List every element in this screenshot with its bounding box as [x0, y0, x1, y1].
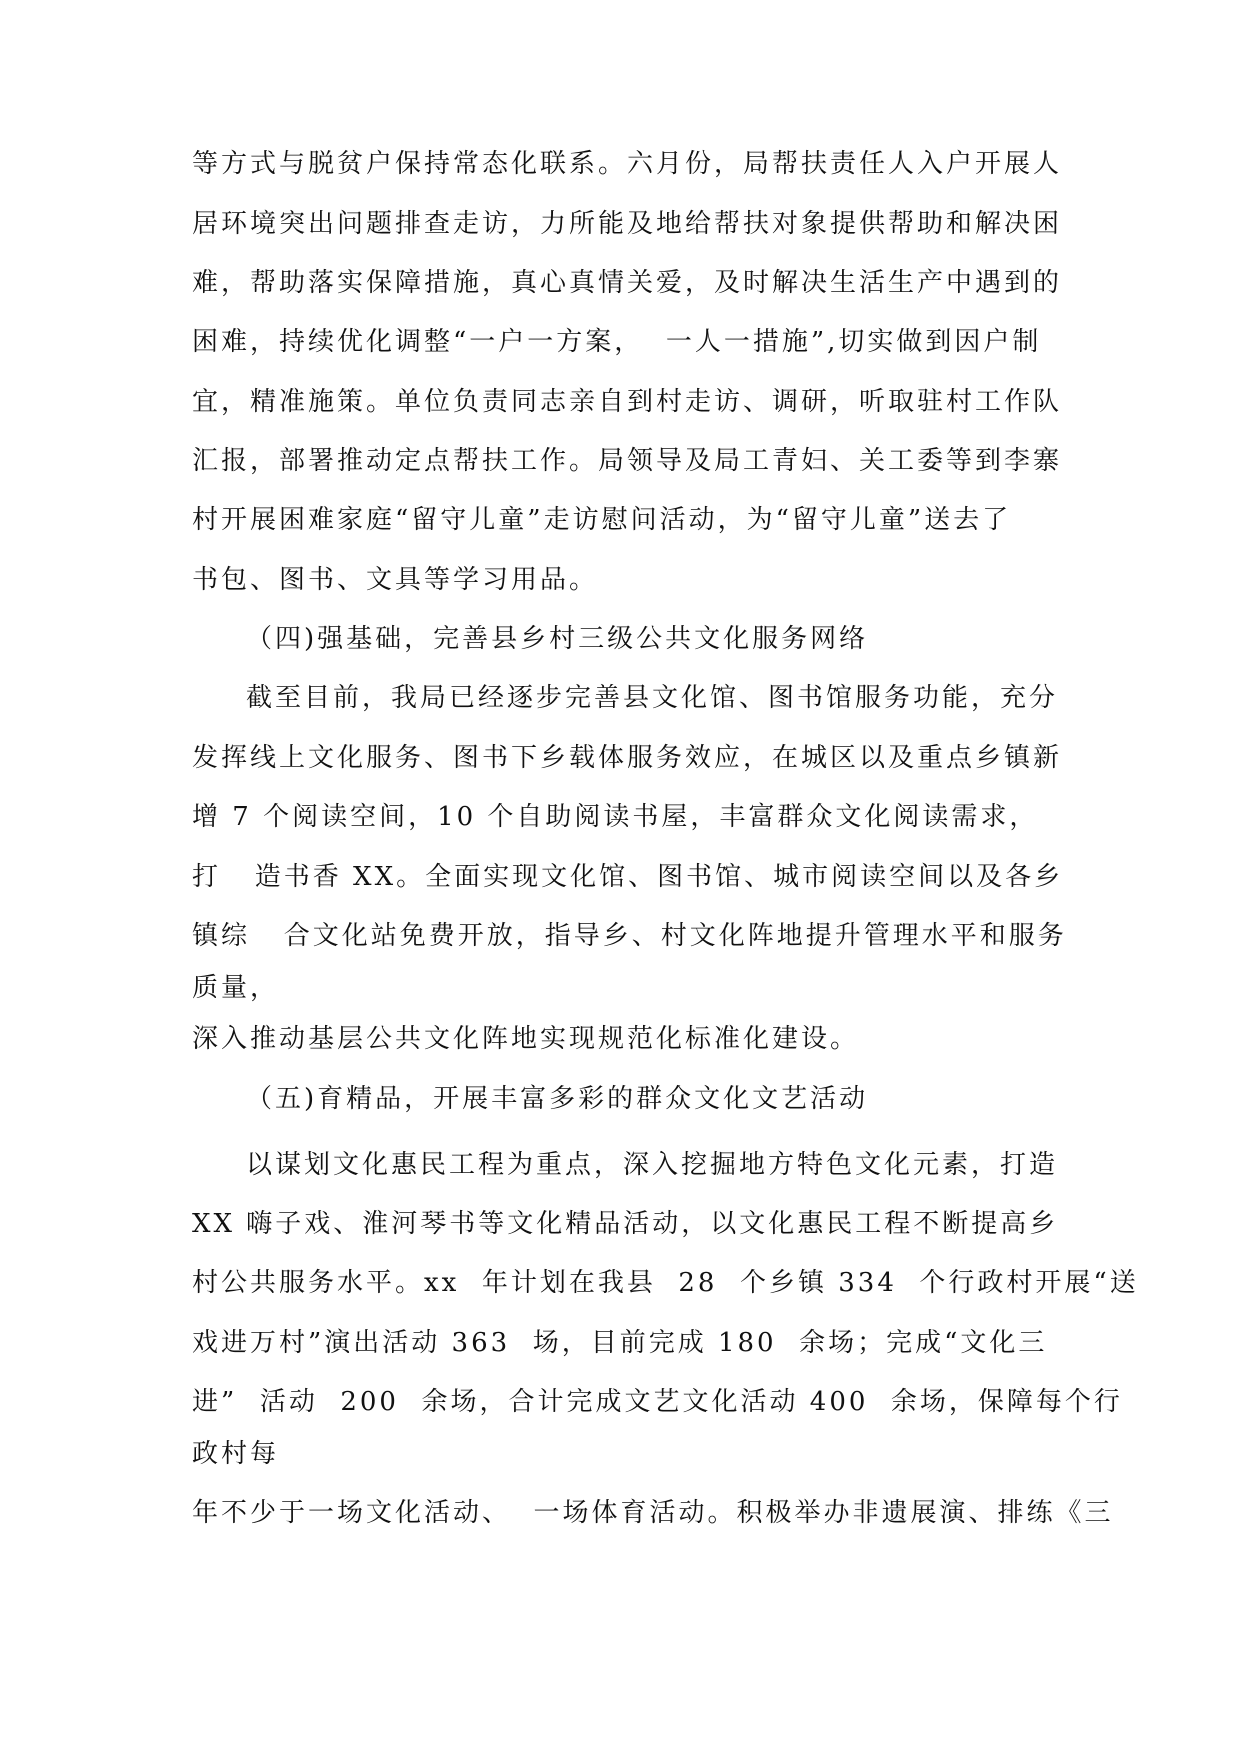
section-heading-5: （五)育精品，开展丰富多彩的群众文化文艺活动 [246, 1084, 869, 1114]
paragraph-3-line-4: 戏进万村”演出活动 363 场，目前完成 180 余场；完成“文化三 [192, 1328, 1048, 1358]
paragraph-1-line-5: 宜，精准施策。单位负责同志亲自到村走访、调研，听取驻村工作队 [192, 387, 1063, 417]
paragraph-3-line-7: 年不少于一场文化活动、 一场体育活动。积极举办非遗展演、排练《三 [192, 1498, 1114, 1528]
paragraph-3-line-3: 村公共服务水平。xx 年计划在我县 28 个乡镇 334 个行政村开展“送 [192, 1268, 1139, 1298]
paragraph-2-line-2: 发挥线上文化服务、图书下乡载体服务效应，在城区以及重点乡镇新 [192, 743, 1063, 773]
paragraph-1-line-6: 汇报，部署推动定点帮扶工作。局领导及局工青妇、关工委等到李寨 [192, 446, 1063, 476]
paragraph-2-line-6: 质量， [192, 973, 280, 1003]
section-heading-4: （四)强基础，完善县乡村三级公共文化服务网络 [246, 624, 869, 654]
paragraph-3-line-2: XX 嗨子戏、淮河琴书等文化精品活动，以文化惠民工程不断提高乡 [192, 1209, 1059, 1239]
paragraph-2-line-4: 打 造书香 XX。全面实现文化馆、图书馆、城市阅读空间以及各乡 [192, 862, 1064, 892]
paragraph-1-line-8: 书包、图书、文具等学习用品。 [192, 565, 599, 595]
paragraph-3-line-1: 以谋划文化惠民工程为重点，深入挖掘地方特色文化元素，打造 [246, 1150, 1059, 1180]
paragraph-2-line-7: 深入推动基层公共文化阵地实现规范化标准化建设。 [192, 1024, 860, 1054]
paragraph-2-line-3: 增 7 个阅读空间，10 个自助阅读书屋，丰富群众文化阅读需求， [192, 802, 1039, 832]
paragraph-1-line-7: 村开展困难家庭“留守儿童”走访慰问活动，为“留守儿童”送去了 [192, 505, 1012, 535]
paragraph-1-line-1: 等方式与脱贫户保持常态化联系。六月份，局帮扶责任人入户开展人 [192, 149, 1063, 179]
paragraph-1-line-4: 困难，持续优化调整“一户一方案， 一人一措施”,切实做到因户制 [192, 327, 1042, 357]
paragraph-2-line-1: 截至目前，我局已经逐步完善县文化馆、图书馆服务功能，充分 [246, 683, 1059, 713]
paragraph-3-line-5: 进” 活动 200 余场，合计完成文艺文化活动 400 余场，保障每个行 [192, 1387, 1123, 1417]
paragraph-1-line-2: 居环境突出问题排查走访，力所能及地给帮扶对象提供帮助和解决困 [192, 209, 1063, 239]
paragraph-1-line-3: 难，帮助落实保障措施，真心真情关爱，及时解决生活生产中遇到的 [192, 268, 1063, 298]
paragraph-2-line-5: 镇综 合文化站免费开放，指导乡、村文化阵地提升管理水平和服务 [192, 921, 1067, 951]
paragraph-3-line-6: 政村每 [192, 1439, 280, 1469]
